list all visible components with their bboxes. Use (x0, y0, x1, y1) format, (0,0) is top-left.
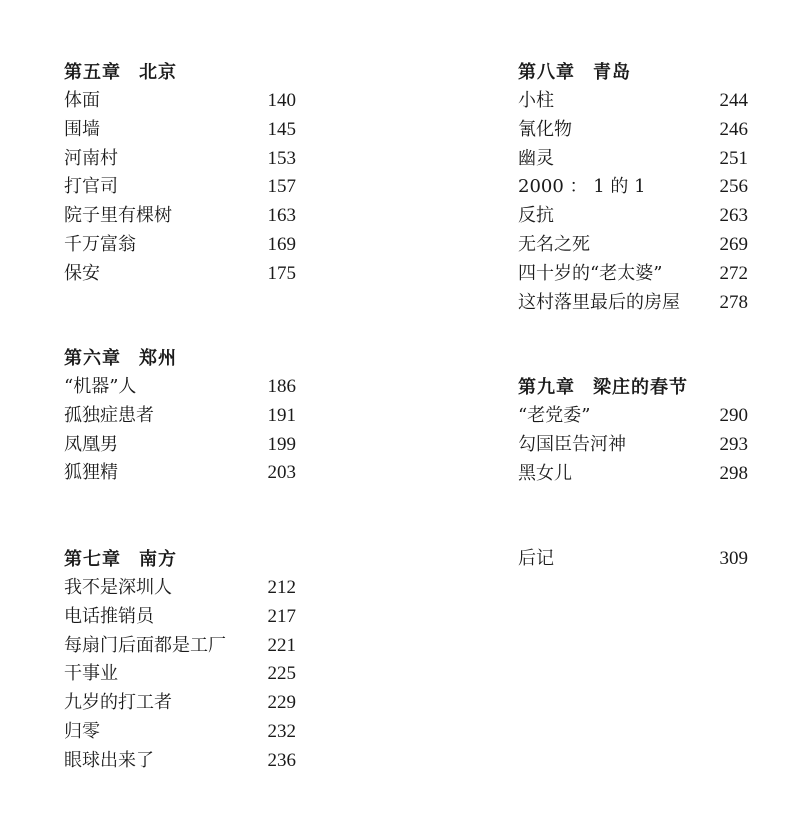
toc-entry[interactable] (518, 402, 748, 431)
entry-title: 这村落里最后的房屋 (518, 291, 680, 313)
entry-page: 290 (719, 405, 748, 426)
toc-entry[interactable] (518, 145, 748, 174)
toc-entry[interactable] (518, 460, 748, 489)
entry-title: 每扇门后面都是工厂 (64, 634, 226, 656)
toc-entry[interactable] (518, 87, 748, 116)
chapter-8 (518, 58, 748, 317)
entry-title: 围墙 (64, 118, 100, 140)
toc-entry[interactable] (64, 603, 296, 632)
entry-title: “老党委” (518, 405, 591, 426)
entry-title: 无名之死 (518, 233, 590, 255)
chapter-6 (64, 344, 296, 488)
entry-page: 236 (267, 749, 296, 771)
entry-title: 电话推销员 (64, 605, 154, 627)
entry-title: 小柱 (518, 90, 554, 111)
toc-entry[interactable] (64, 574, 296, 603)
entry-page: 175 (267, 262, 296, 284)
entry-page: 163 (267, 205, 296, 227)
entry-title: 狐狸精 (64, 462, 118, 484)
entry-page: 278 (719, 291, 748, 313)
entry-page: 191 (267, 404, 296, 426)
chapter-number: 第九章 (518, 377, 575, 398)
chapter-heading (64, 344, 296, 373)
entry-title: “机器”人 (64, 376, 137, 397)
entry-title: 保安 (64, 262, 100, 284)
entry-title: 干事业 (64, 663, 118, 685)
chapter-heading (64, 58, 296, 87)
entry-page: 153 (267, 147, 296, 169)
entry-page: 217 (267, 605, 296, 627)
chapter-5 (64, 58, 296, 289)
entry-page: 269 (719, 233, 748, 255)
entry-page: 244 (719, 90, 748, 111)
entry-page: 229 (267, 692, 296, 714)
entry-page: 212 (267, 577, 296, 598)
toc-entry[interactable] (518, 545, 748, 574)
toc-entry[interactable] (518, 116, 748, 145)
chapter-heading (64, 545, 296, 574)
toc-entry[interactable] (64, 260, 296, 289)
chapter-title: 青岛 (593, 62, 631, 83)
entry-title: 眼球出来了 (64, 749, 154, 771)
chapter-number: 第五章 (64, 62, 121, 83)
entry-page: 256 (719, 176, 748, 198)
entry-page: 298 (719, 462, 748, 484)
entry-title: 反抗 (518, 205, 554, 227)
entry-page: 293 (719, 433, 748, 455)
chapter-title: 北京 (139, 62, 177, 83)
toc-entry[interactable] (64, 145, 296, 174)
entry-title: 凤凰男 (64, 433, 118, 455)
toc-entry[interactable] (64, 718, 296, 747)
entry-title: 归零 (64, 720, 100, 742)
toc-entry[interactable] (64, 431, 296, 460)
entry-page: 157 (267, 176, 296, 198)
toc-entry[interactable] (518, 431, 748, 460)
entry-page: 221 (267, 634, 296, 656)
chapter-number: 第八章 (518, 62, 575, 83)
entry-title: 后记 (518, 548, 554, 569)
entry-title: 九岁的打工者 (64, 692, 172, 714)
toc-entry[interactable] (64, 373, 296, 402)
entry-page: 309 (719, 548, 748, 569)
chapter-9 (518, 373, 748, 488)
entry-title: 氰化物 (518, 118, 572, 140)
entry-page: 186 (267, 376, 296, 397)
entry-page: 246 (719, 118, 748, 140)
toc-entry[interactable] (518, 289, 748, 318)
entry-title: 黑女儿 (518, 462, 572, 484)
entry-page: 140 (267, 90, 296, 111)
chapter-title: 南方 (139, 549, 177, 570)
entry-title: 河南村 (64, 147, 118, 169)
entry-title: 院子里有棵树 (64, 205, 172, 227)
entry-page: 225 (267, 663, 296, 685)
entry-title: 幽灵 (518, 147, 554, 169)
chapter-title: 郑州 (139, 348, 177, 369)
toc-entry[interactable] (64, 632, 296, 661)
chapter-number: 第六章 (64, 348, 121, 369)
entry-title: 体面 (64, 90, 100, 111)
entry-title: 四十岁的“老太婆” (518, 262, 663, 284)
toc-entry[interactable] (518, 173, 748, 202)
toc-entry[interactable] (518, 231, 748, 260)
entry-title: 勾国臣告河神 (518, 433, 626, 455)
toc-entry[interactable] (518, 202, 748, 231)
entry-page: 251 (719, 147, 748, 169)
chapter-heading (518, 58, 748, 87)
chapter-number: 第七章 (64, 549, 121, 570)
chapter-heading (518, 373, 748, 402)
entry-title: 2000 ： 1 的 1 (518, 176, 646, 198)
toc-entry[interactable] (64, 747, 296, 776)
entry-page: 232 (267, 720, 296, 742)
afterword (518, 545, 748, 574)
entry-page: 203 (267, 462, 296, 484)
toc-entry[interactable] (518, 260, 748, 289)
toc-entry[interactable] (64, 116, 296, 145)
chapter-7 (64, 545, 296, 776)
toc-entry[interactable] (64, 87, 296, 116)
toc-entry[interactable] (64, 173, 296, 202)
entry-page: 199 (267, 433, 296, 455)
toc-entry[interactable] (64, 402, 296, 431)
toc-entry[interactable] (64, 459, 296, 488)
entry-title: 孤独症患者 (64, 404, 154, 426)
chapter-title: 梁庄的春节 (593, 377, 688, 398)
entry-page: 145 (267, 118, 296, 140)
toc-entry[interactable] (64, 689, 296, 718)
entry-title: 千万富翁 (64, 233, 136, 255)
entry-title: 我不是深圳人 (64, 577, 172, 598)
entry-title: 打官司 (64, 176, 118, 198)
toc-entry[interactable] (64, 660, 296, 689)
toc-entry[interactable] (64, 231, 296, 260)
entry-page: 263 (719, 205, 748, 227)
toc-entry[interactable] (64, 202, 296, 231)
entry-page: 169 (267, 233, 296, 255)
entry-page: 272 (719, 262, 748, 284)
